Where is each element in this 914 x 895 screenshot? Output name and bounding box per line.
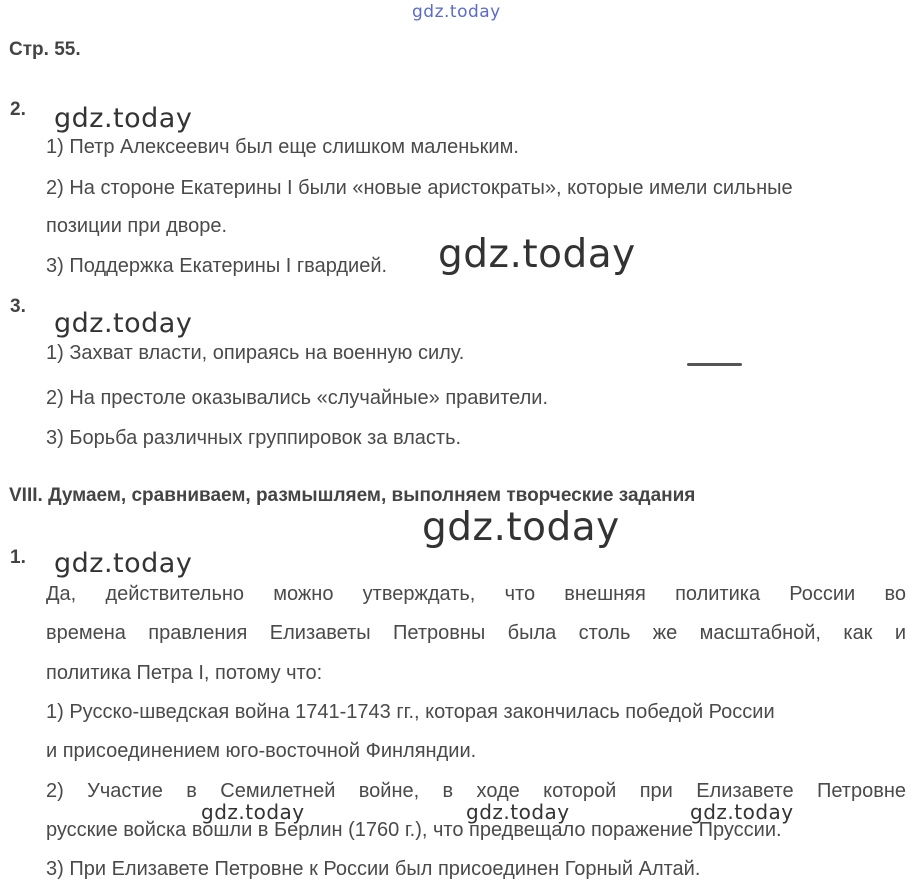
watermark-bottom-2: gdz.today <box>466 800 570 824</box>
task1-line-3: политика Петра I, потому что: <box>46 662 323 684</box>
task2-number: 2. <box>10 99 26 120</box>
task1-line-5: и присоединением юго-восточной Финляндии. <box>46 740 477 762</box>
task3-item-2: 2) На престоле оказывались «случайные» правители. <box>46 387 549 409</box>
watermark-task3: gdz.today <box>54 308 193 339</box>
task3-number: 3. <box>10 296 26 317</box>
task1-number: 1. <box>10 547 26 568</box>
task1-line-7: русские войска вошли в Берлин (1760 г.), что предвещало поражение Пруссии. <box>46 819 782 841</box>
task3-item-1: 1) Захват власти, опираясь на военную силу. <box>46 342 465 364</box>
watermark-top: gdz.today <box>412 2 501 22</box>
section-heading: VIII. Думаем, сравниваем, размышляем, выполняем творческие задания <box>9 485 696 506</box>
watermark-task2: gdz.today <box>54 103 193 134</box>
task2-item-1: 1) Петр Алексеевич был еще слишком маленьким. <box>46 136 519 158</box>
task1-line-4: 1) Русско-шведская война 1741-1743 гг., которая закончилась победой России <box>46 701 775 723</box>
watermark-section: gdz.today <box>422 505 620 550</box>
task1-line-1: Да, действительно можно утверждать, что внешняя политика России во <box>46 583 906 605</box>
task1-line-6: 2) Участие в Семилетней войне, в ходе которой при Елизавете Петровне <box>46 780 906 802</box>
task3-item-3: 3) Борьба различных группировок за власть. <box>46 427 462 449</box>
task1-line-8: 3) При Елизавете Петровне к России был присоединен Горный Алтай. <box>46 858 701 880</box>
stray-dash <box>687 363 742 366</box>
watermark-bottom-1: gdz.today <box>201 800 305 824</box>
task2-item-3: 3) Поддержка Екатерины I гвардией. <box>46 255 388 277</box>
task2-item-2: 2) На стороне Екатерины I были «новые аристократы», которые имели сильные <box>46 177 793 199</box>
watermark-task2-large: gdz.today <box>438 232 636 277</box>
page-label: Стр. 55. <box>9 39 81 60</box>
task2-item-2-cont: позиции при дворе. <box>46 215 228 237</box>
watermark-task1: gdz.today <box>54 548 193 579</box>
task1-line-2: времена правления Елизаветы Петровны была столь же масштабной, как и <box>46 622 906 644</box>
watermark-bottom-3: gdz.today <box>690 800 794 824</box>
